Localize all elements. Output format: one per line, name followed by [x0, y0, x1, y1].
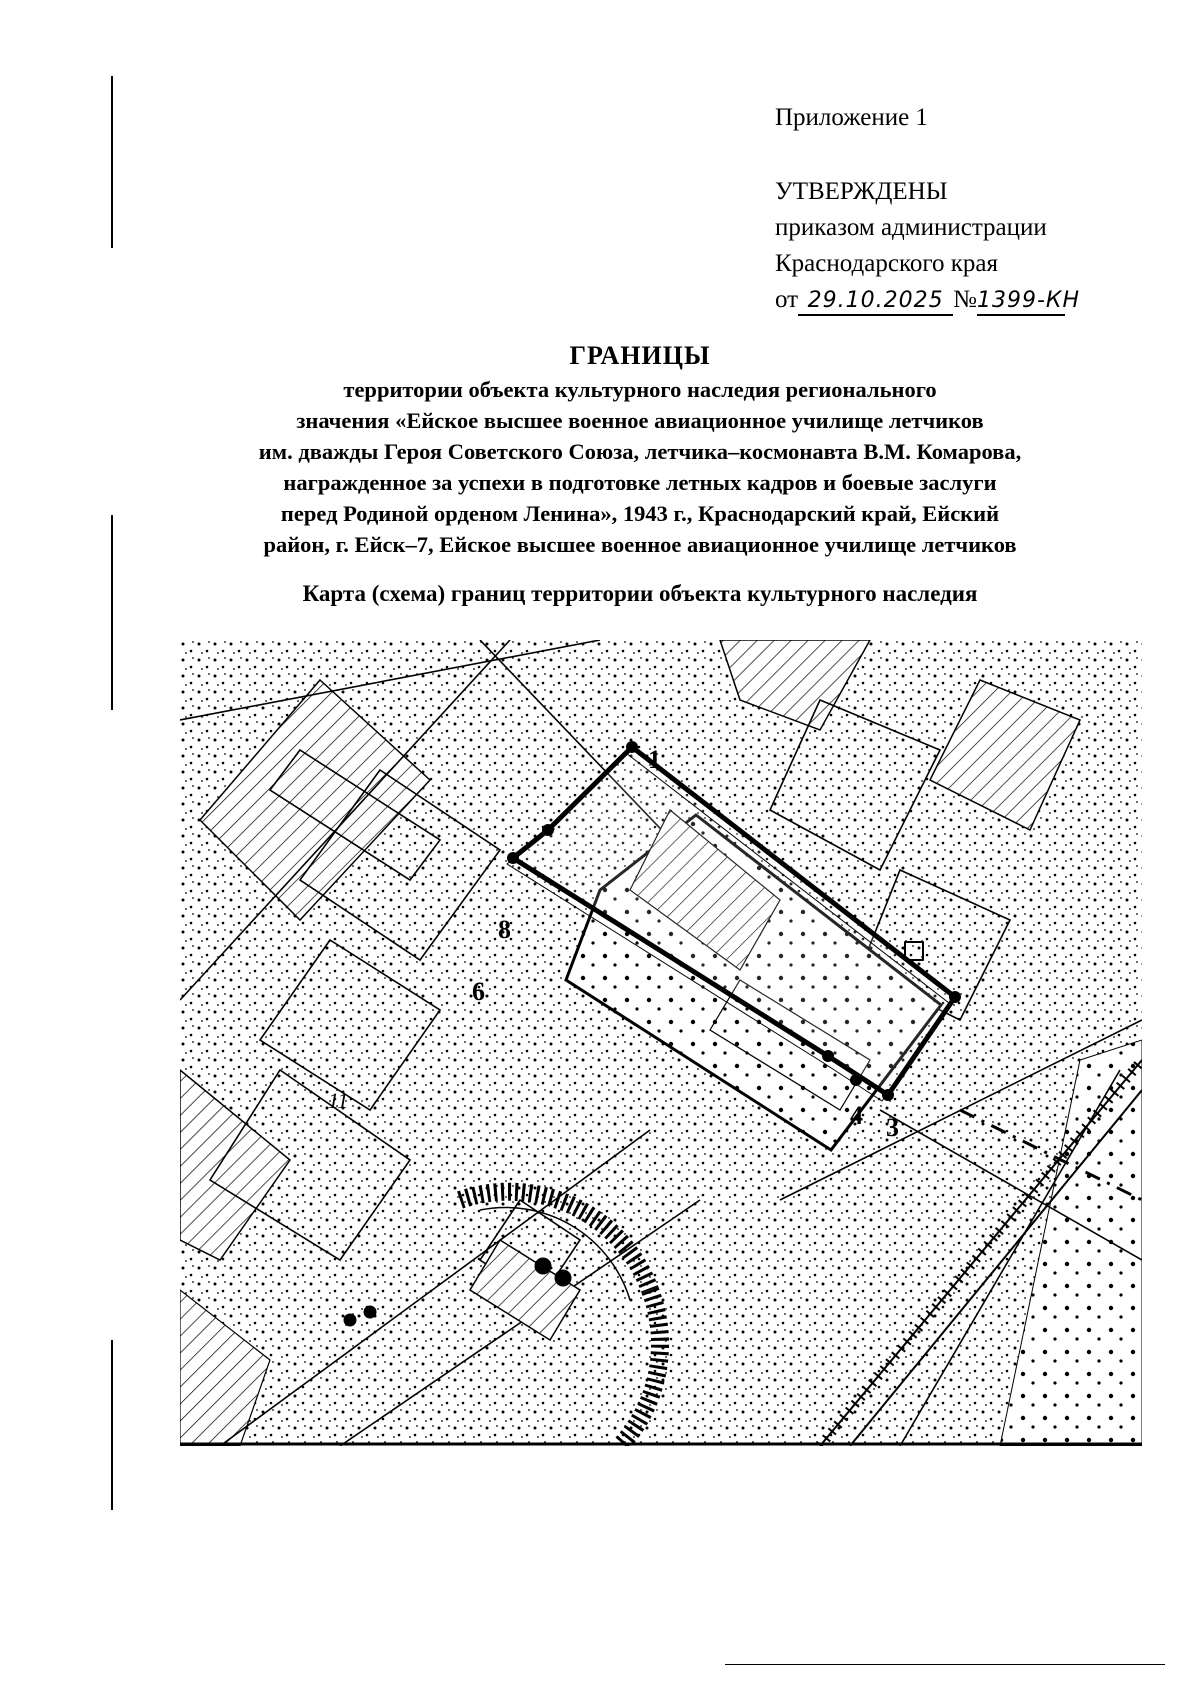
number-prefix: № — [953, 286, 977, 313]
subtitle-line-2: значения «Ейское высшее военное авиационное училище летчиков — [296, 408, 984, 433]
subtitle-line-6: район, г. Ейск–7, Ейское высшее военное авиационное училище летчиков — [263, 532, 1017, 557]
subtitle-line-3: им. дважды Героя Советского Союза, летчика–космонавта В.М. Комарова, — [258, 439, 1022, 464]
subtitle-line-5: перед Родиной орденом Ленина», 1943 г., Краснодарский край, Ейский — [280, 501, 1000, 526]
margin-line-top — [111, 76, 113, 248]
order-number: 1399-КН — [977, 288, 1065, 316]
page-bottom-rule — [725, 1664, 1165, 1665]
margin-line-lower — [111, 1340, 113, 1510]
point-label-4: 4 — [850, 1101, 863, 1130]
approval-date-line — [775, 282, 1081, 318]
subtitle-line-4: награжденное за успехи в подготовке летных кадров и боевые заслуги — [283, 470, 997, 495]
boundary-map — [180, 640, 1142, 1446]
approval-line-1: приказом администрации — [775, 214, 1047, 241]
attachment-label: Приложение 1 — [775, 104, 928, 131]
map-caption: Карта (схема) границ территории объекта культурного наследия — [302, 581, 978, 606]
approval-line-2: Краснодарского края — [775, 250, 998, 277]
from-prefix: от — [775, 286, 799, 313]
point-label-6: 6 — [472, 977, 485, 1006]
order-date: 29.10.2025 — [798, 288, 953, 316]
approval-header — [775, 100, 1081, 318]
parcel-label-11: 11 — [328, 1088, 349, 1113]
subtitle-line-1: территории объекта культурного наследия регионального — [343, 377, 937, 402]
approved-label: УТВЕРЖДЕНЫ — [775, 178, 948, 205]
document-title: ГРАНИЦЫ — [569, 341, 711, 370]
margin-line-middle — [111, 515, 113, 710]
point-label-1: 1 — [648, 745, 661, 774]
document-title-block — [130, 338, 1150, 609]
point-label-8: 8 — [498, 915, 511, 944]
point-label-3: 3 — [886, 1113, 899, 1142]
